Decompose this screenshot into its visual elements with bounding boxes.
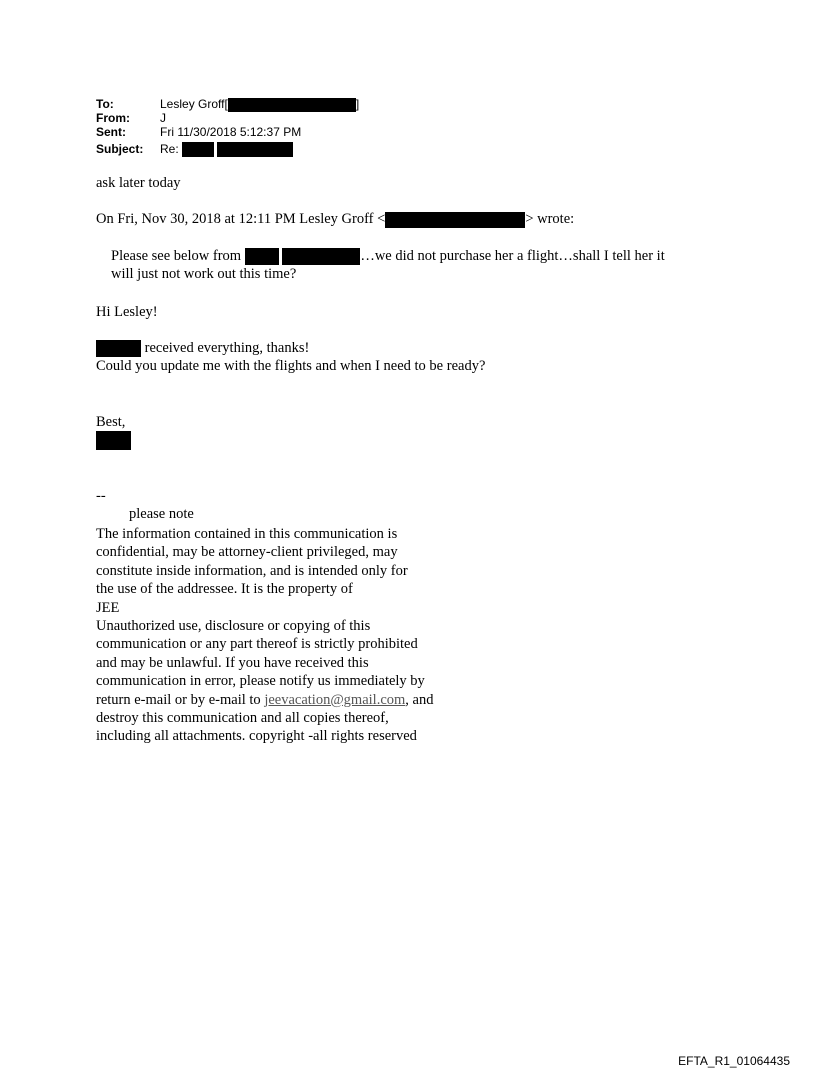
disclaimer-line: JEE bbox=[96, 599, 120, 616]
received-text: received everything, thanks! bbox=[141, 340, 310, 356]
quote-intro bbox=[96, 211, 574, 228]
redaction-box bbox=[96, 431, 131, 450]
disclaimer-line: confidential, may be attorney-client privileged, may bbox=[96, 544, 398, 561]
quoted-text: Please see below from bbox=[111, 248, 242, 264]
disclaimer-line: including all attachments. copyright -all rights reserved bbox=[96, 728, 417, 745]
disclaimer-line: communication in error, please notify us immediately by bbox=[96, 673, 425, 690]
quote-intro-text: On Fri, Nov 30, 2018 at 12:11 PM Lesley Groff < bbox=[96, 211, 386, 227]
subject-label: Subject: bbox=[96, 142, 144, 156]
redaction-box bbox=[282, 248, 360, 265]
quoted-line-2: will just not work out this time? bbox=[111, 266, 297, 282]
from-value: J bbox=[160, 111, 166, 125]
redaction-box bbox=[182, 142, 214, 157]
to-name: Lesley Groff[ bbox=[160, 97, 228, 111]
to-close: ] bbox=[355, 97, 360, 111]
update-request: Could you update me with the flights and when I need to be ready? bbox=[96, 358, 486, 374]
email-suffix: , and bbox=[405, 691, 434, 708]
to-value bbox=[160, 97, 359, 112]
redaction-box bbox=[245, 248, 279, 265]
redaction-box bbox=[385, 212, 525, 228]
from-label: From: bbox=[96, 111, 130, 125]
signature-separator: -- bbox=[96, 488, 106, 504]
disclaimer-line: and may be unlawful. If you have received this bbox=[96, 654, 369, 671]
redaction-box bbox=[217, 142, 293, 157]
received-line bbox=[96, 340, 309, 357]
subject-value bbox=[160, 142, 293, 157]
disclaimer-note: please note bbox=[129, 506, 194, 522]
sign-off: Best, bbox=[96, 414, 126, 430]
disclaimer-line: constitute inside information, and is intended only for bbox=[96, 562, 408, 579]
quoted-line-1 bbox=[111, 248, 665, 265]
quote-intro-suffix: > wrote: bbox=[525, 211, 575, 227]
redaction-box bbox=[228, 98, 356, 112]
greeting: Hi Lesley! bbox=[96, 304, 158, 320]
reply-line: ask later today bbox=[96, 175, 181, 191]
disclaimer-line: communication or any part thereof is strictly prohibited bbox=[96, 636, 418, 653]
redaction-box bbox=[96, 340, 141, 357]
email-link[interactable]: jeevacation@gmail.com bbox=[264, 691, 406, 708]
quoted-text-continued: …we did not purchase her a flight…shall I tell her it bbox=[360, 248, 665, 264]
disclaimer-line-email bbox=[96, 691, 433, 709]
sent-value: Fri 11/30/2018 5:12:37 PM bbox=[160, 125, 302, 139]
disclaimer-line: The information contained in this communication is bbox=[96, 526, 398, 542]
sent-label: Sent: bbox=[96, 125, 126, 139]
to-label: To: bbox=[96, 97, 114, 111]
disclaimer-text bbox=[96, 525, 433, 746]
document-id: EFTA_R1_01064435 bbox=[678, 1054, 790, 1068]
disclaimer-line: destroy this communication and all copies thereof, bbox=[96, 710, 389, 727]
disclaimer-line: the use of the addressee. It is the property of bbox=[96, 581, 353, 598]
email-prefix: return e-mail or by e-mail to bbox=[96, 691, 265, 708]
disclaimer-line: Unauthorized use, disclosure or copying of this bbox=[96, 618, 371, 635]
subject-prefix: Re: bbox=[160, 142, 179, 156]
